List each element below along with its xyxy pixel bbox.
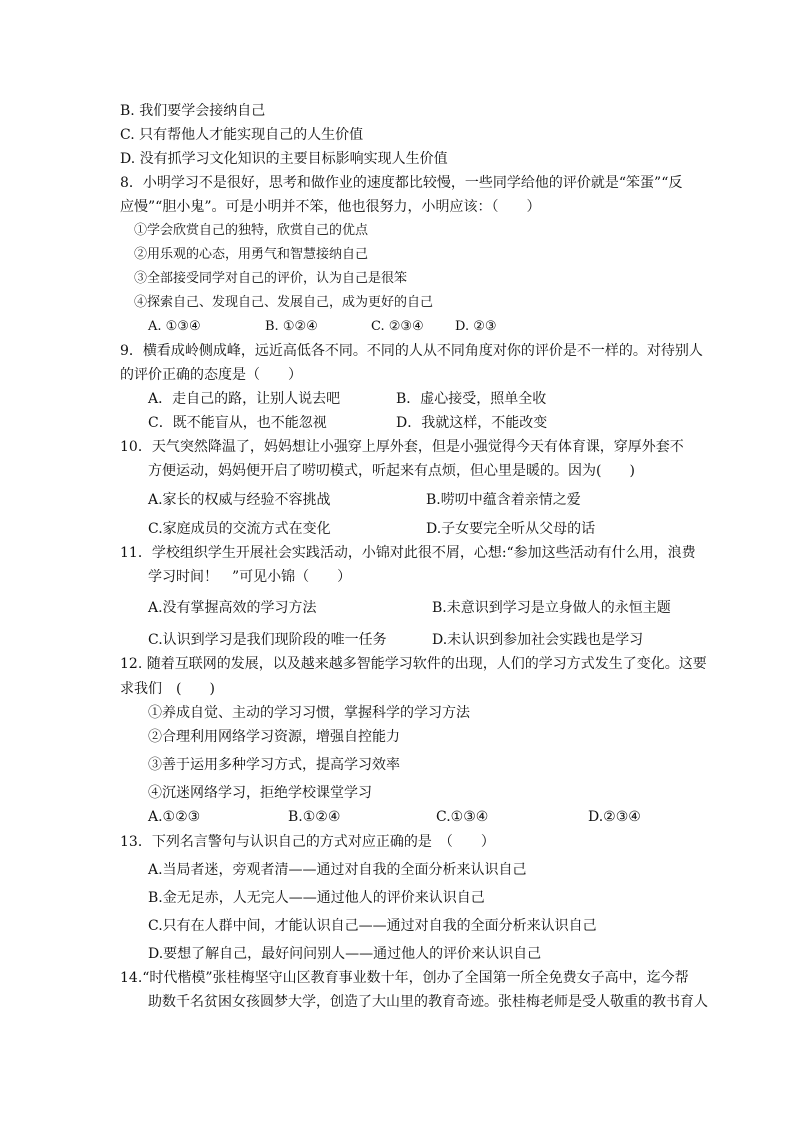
q14-stem-line2: 助数千名贫困女孩圆梦大学，创造了大山里的教育奇迹。张桂梅老师是受人敬重的教书育人 <box>148 994 708 1010</box>
q9-choice-d: D．我就这样，不能改变 <box>396 415 548 431</box>
q10-choice-d: D.子女要完全听从父母的话 <box>426 521 596 537</box>
q13-choice-d: D.要想了解自己，最好问问别人——通过他人的评价来认识自己 <box>148 946 542 962</box>
q13-choice-b: B.金无足赤，人无完人——通过他人的评价来认识自己 <box>148 890 485 906</box>
q13-choice-a: A.当局者迷，旁观者清——通过对自我的全面分析来认识自己 <box>148 862 527 878</box>
q12-item-4: ④沉迷网络学习，拒绝学校课堂学习 <box>148 785 372 801</box>
q10-choice-c: C.家庭成员的交流方式在变化 <box>148 521 331 537</box>
q8-item-2: ②用乐观的心态，用勇气和智慧接纳自己 <box>134 247 369 262</box>
q12-choice-a: A.①②③ <box>148 809 201 825</box>
q11-stem-line1: 11．学校组织学生开展社会实践活动，小锦对此很不屑，心想:“参加这些活动有什么用，浪费 <box>120 545 696 561</box>
q11-choice-a: A.没有掌握高效的学习方法 <box>148 600 317 616</box>
q14-stem-line1: 14.“时代楷模”张桂梅坚守山区教育事业数十年，创办了全国第一所全免费女子高中，迄今帮 <box>120 970 689 986</box>
q11-stem-line2: 学习时间！ ”可见小锦（ ） <box>148 569 352 585</box>
q12-item-2: ②合理利用网络学习资源，增强自控能力 <box>148 729 400 745</box>
q11-choice-d: D.未认识到参加社会实践也是学习 <box>432 632 644 648</box>
q12-stem-line1: 12. 随着互联网的发展，以及越来越多智能学习软件的出现，人们的学习方式发生了变化。这要 <box>120 656 707 672</box>
q12-choice-c: C.①③④ <box>436 809 489 825</box>
q13-choice-c: C.只有在人群中间，才能认识自己——通过对自我的全面分析来认识自己 <box>148 918 597 934</box>
q8-stem-line2: 应慢”“胆小鬼”。可是小明并不笨，他也很努力，小明应该：（ ） <box>120 199 541 215</box>
q7-option-c: C. 只有帮他人才能实现自己的人生价值 <box>120 127 364 143</box>
q8-choice-b: B. ①②④ <box>265 319 318 334</box>
q8-item-4: ④探索自己、发现自己、发展自己，成为更好的自己 <box>134 295 434 310</box>
q9-stem-line2: 的评价正确的态度是（ ） <box>120 367 302 383</box>
q8-item-1: ①学会欣赏自己的独特，欣赏自己的优点 <box>134 223 369 238</box>
q9-stem-line1: 9．横看成岭侧成峰，远近高低各不同。不同的人从不同角度对你的评价是不一样的。对待别人 <box>120 343 703 359</box>
q12-item-3: ③善于运用多种学习方式，提高学习效率 <box>148 757 400 773</box>
q8-choice-a: A. ①③④ <box>148 319 201 334</box>
q11-choice-b: B.未意识到学习是立身做人的永恒主题 <box>432 600 671 616</box>
q10-choice-a: A.家长的权威与经验不容挑战 <box>148 492 331 508</box>
q13-stem: 13．下列名言警句与认识自己的方式对应正确的是 （ ） <box>120 834 495 850</box>
q12-choice-b: B.①②④ <box>288 809 341 825</box>
q8-item-3: ③全部接受同学对自己的评价，认为自己是很笨 <box>134 271 408 286</box>
q8-choice-d: D. ②③ <box>455 319 497 334</box>
q7-option-b: B. 我们要学会接纳自己 <box>120 103 266 119</box>
q8-stem-line1: 8．小明学习不是很好，思考和做作业的速度都比较慢，一些同学给他的评价就是“笨蛋”“反 <box>120 175 683 191</box>
q10-stem-line2: 方便运动，妈妈便开启了唠叨模式，听起来有点烦，但心里是暖的。因为( ) <box>148 463 635 479</box>
q11-choice-c: C.认识到学习是我们现阶段的唯一任务 <box>148 632 387 648</box>
q10-stem-line1: 10．天气突然降温了，妈妈想让小强穿上厚外套，但是小强觉得今天有体育课，穿厚外套不 <box>120 439 684 455</box>
q9-choice-a: A．走自己的路，让别人说去吧 <box>148 391 341 407</box>
q7-option-d: D. 没有抓学习文化知识的主要目标影响实现人生价值 <box>120 151 448 167</box>
q8-choice-c: C. ②③④ <box>371 319 424 334</box>
q12-item-1: ①养成自觉、主动的学习习惯，掌握科学的学习方法 <box>148 705 470 721</box>
q9-choice-b: B．虚心接受，照单全收 <box>396 391 547 407</box>
q10-choice-b: B.唠叨中蕴含着亲情之爱 <box>426 492 581 508</box>
q12-stem-line2: 求我们 ( ) <box>120 681 215 697</box>
q9-choice-c: C．既不能盲从，也不能忽视 <box>148 415 327 431</box>
q12-choice-d: D.②③④ <box>588 809 641 825</box>
